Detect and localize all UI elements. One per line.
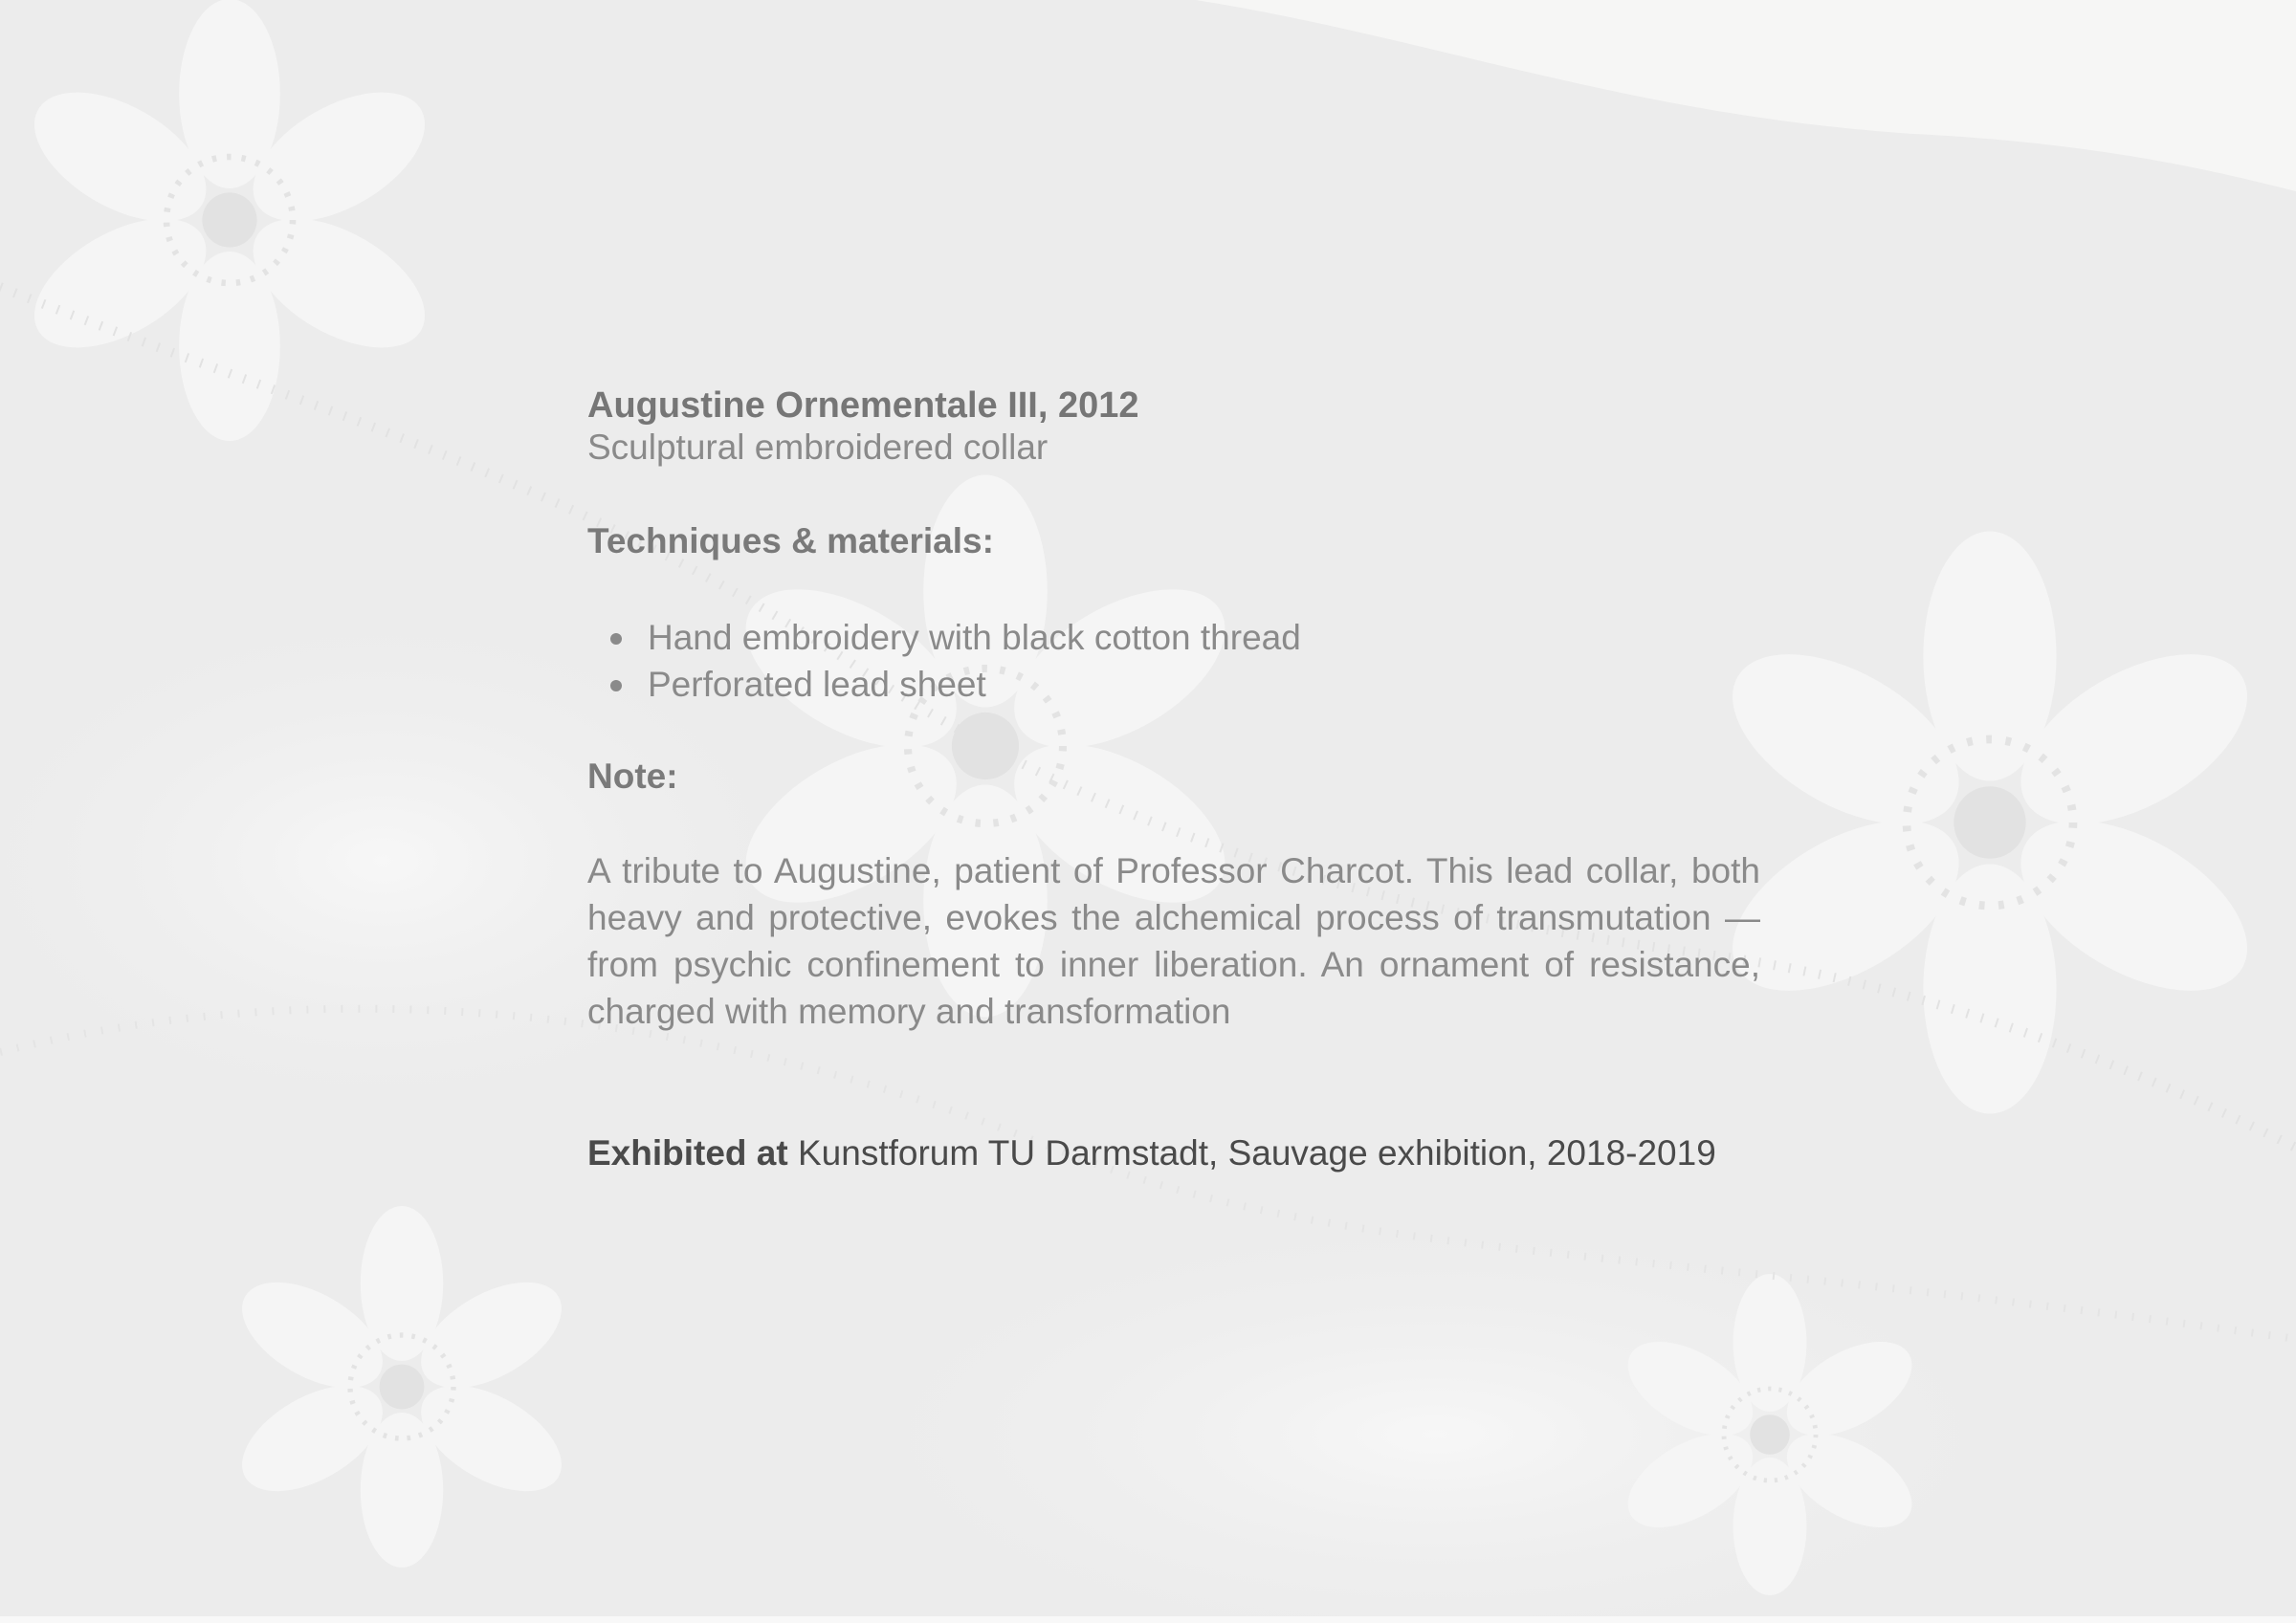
exhibition-line bbox=[587, 1130, 1760, 1176]
materials-list bbox=[587, 614, 1760, 708]
note-paragraph: A tribute to Augustine, patient of Professor Charcot. This lead collar, both heavy and protective, evokes the alchemical process of transmutation — from psychic confinement to inner liberation. An ornament of resistance, charged with memory and transformation bbox=[587, 851, 1760, 1031]
list-item-text: Perforated lead sheet bbox=[648, 665, 986, 704]
note-heading: Note: bbox=[587, 757, 678, 796]
exhibition-venue: Kunstforum TU Darmstadt, Sauvage exhibition, 2018-2019 bbox=[797, 1133, 1716, 1173]
artwork-title: Augustine Ornementale III, 2012 bbox=[587, 385, 1139, 426]
bullet-icon bbox=[610, 680, 622, 691]
artwork-subtitle: Sculptural embroidered collar bbox=[587, 428, 1049, 467]
list-item bbox=[587, 661, 1760, 708]
artwork-description bbox=[587, 384, 1760, 1176]
list-item-text: Hand embroidery with black cotton thread bbox=[648, 618, 1301, 657]
list-item bbox=[587, 614, 1760, 661]
bullet-icon bbox=[610, 633, 622, 645]
techniques-heading: Techniques & materials: bbox=[587, 521, 994, 560]
exhibited-label: Exhibited at bbox=[587, 1133, 788, 1173]
